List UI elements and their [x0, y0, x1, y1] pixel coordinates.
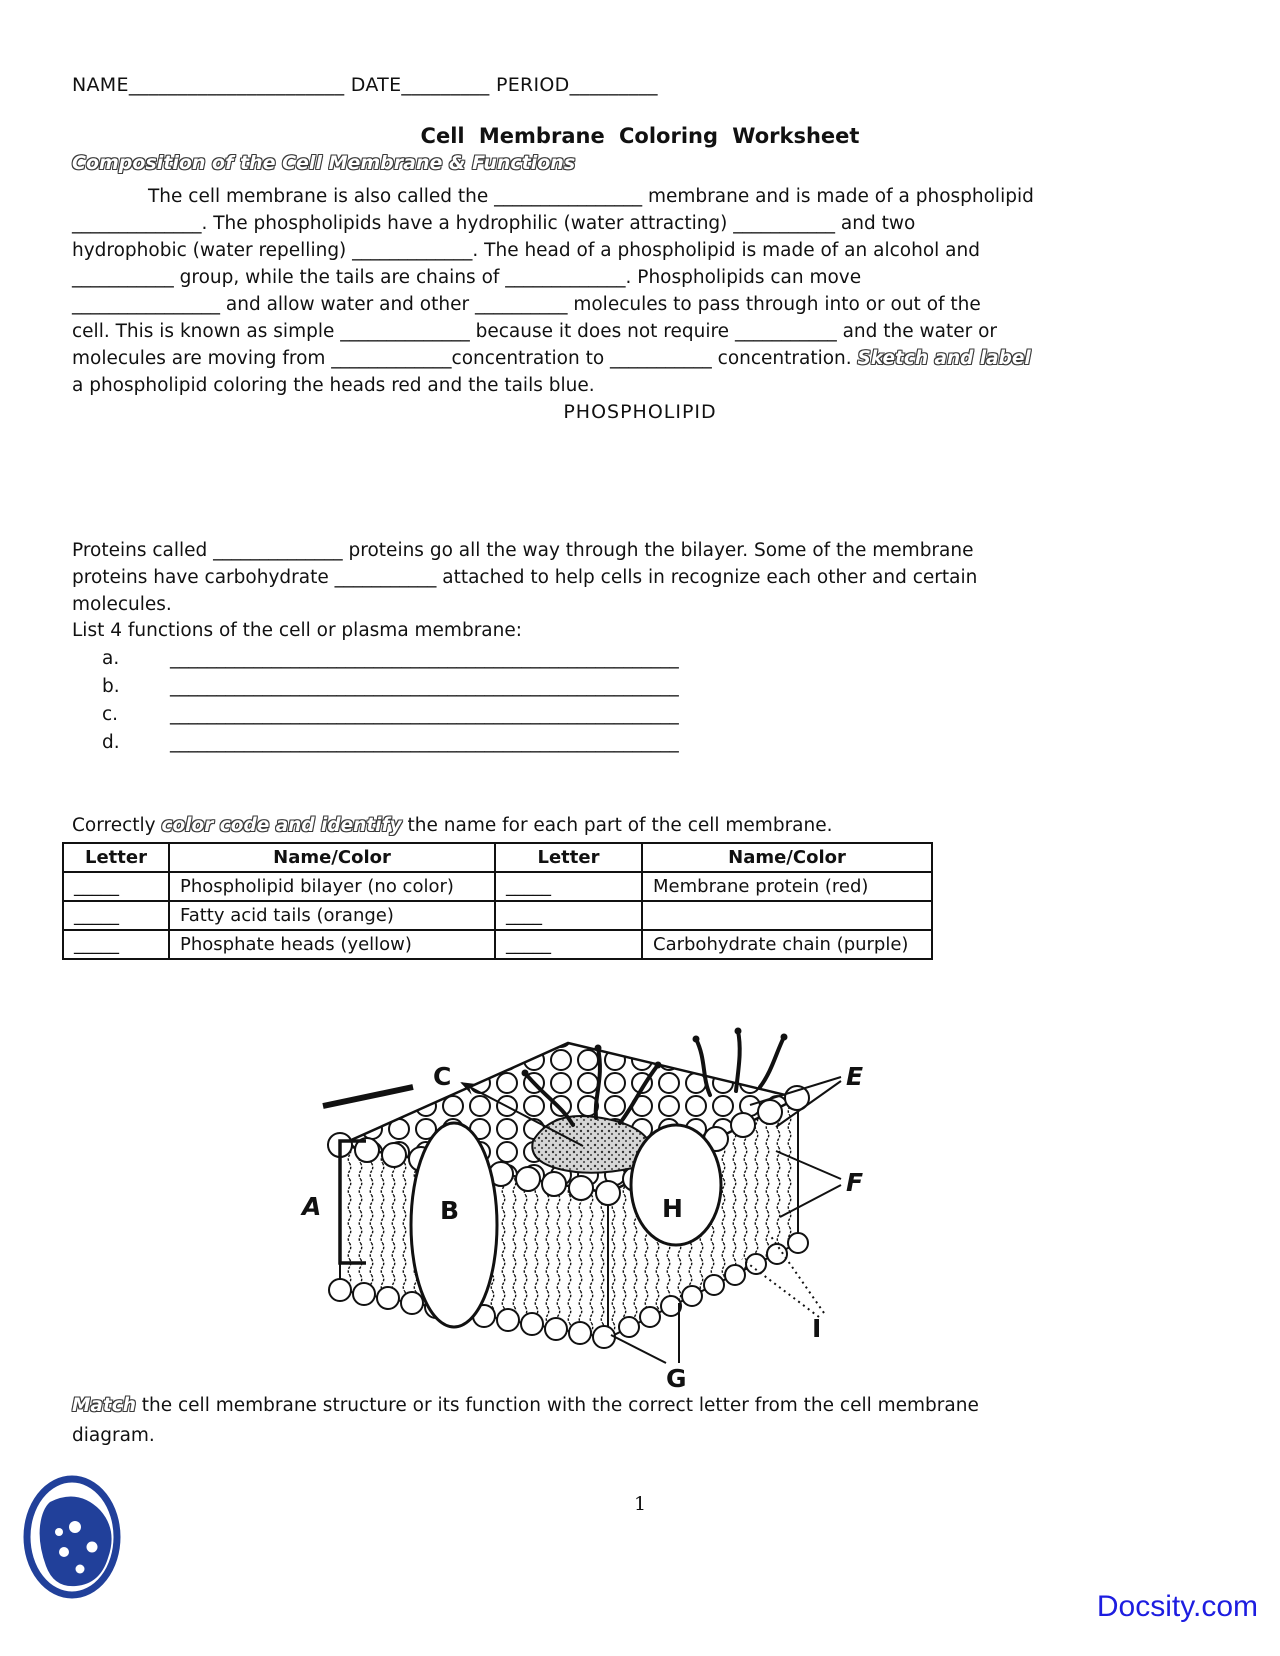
name-color-cell: Fatty acid tails (orange) [169, 901, 495, 930]
phospholipid-sketch-area [72, 428, 1152, 528]
section-heading: Composition of the Cell Membrane & Functions [72, 152, 576, 174]
letter-blank-cell: _____ [63, 930, 169, 959]
name-color-cell: Phospholipid bilayer (no color) [169, 872, 495, 901]
color-code-table [62, 842, 933, 960]
match-line: diagram. [72, 1425, 155, 1446]
list-item-label: b. [102, 676, 120, 697]
date-label: DATE [350, 74, 402, 96]
table-header-cell: Name/Color [169, 843, 495, 872]
phospholipid-heading: PHOSPHOLIPID [563, 401, 717, 423]
diagram-label-f: F [846, 1168, 864, 1197]
table-row [63, 901, 932, 930]
functions-list-heading: List 4 functions of the cell or plasma membrane: [72, 620, 522, 641]
table-header-cell: Name/Color [642, 843, 932, 872]
sketch-and-label-phrase: Sketch and label [857, 348, 1031, 369]
diagram-label-e: E [846, 1062, 864, 1091]
list-item-blank: _______________________________________________________ [170, 732, 679, 753]
letter-blank-cell: _____ [63, 872, 169, 901]
intro-line: cell. This is known as simple ______________ because it does not require ___________ and the water or [72, 321, 998, 342]
page-title: Cell Membrane Coloring Worksheet [420, 124, 860, 148]
functions-list [72, 620, 679, 753]
instruction-text: the name for each part of the cell membrane. [401, 815, 833, 836]
intro-line: a phospholipid coloring the heads red and the tails blue. [72, 375, 595, 396]
table-header-row [63, 843, 932, 872]
name-color-cell: Phosphate heads (yellow) [169, 930, 495, 959]
match-instruction [72, 1391, 979, 1451]
diagram-label-a: A [302, 1192, 322, 1221]
name-blank: ______________________ [128, 74, 345, 96]
membrane-protein-h [631, 1125, 721, 1245]
intro-line: ___________ group, while the tails are chains of _____________. Phospholipids can move [72, 267, 862, 288]
table-header-cell: Letter [63, 843, 169, 872]
membrane-protein-b [411, 1123, 497, 1327]
name-color-cell [642, 901, 932, 930]
letter-blank-cell: _____ [495, 872, 642, 901]
instruction-text: Correctly [72, 815, 162, 836]
date-blank: _________ [401, 74, 490, 96]
diagram-label-c: C [433, 1062, 452, 1091]
list-item-blank: _______________________________________________________ [170, 704, 679, 725]
match-line [72, 1391, 979, 1421]
list-item-label: d. [102, 732, 120, 753]
list-item-blank: _______________________________________________________ [170, 676, 679, 697]
letter-blank-cell: _____ [495, 930, 642, 959]
list-item [72, 697, 679, 725]
list-item [72, 725, 679, 753]
color-code-phrase: color code and identify [161, 815, 402, 836]
list-item [72, 641, 679, 669]
proteins-line: proteins have carbohydrate ___________ attached to help cells in recognize each other and certain [72, 567, 978, 588]
proteins-line: Proteins called ______________ proteins go all the way through the bilayer. Some of the membrane [72, 540, 974, 561]
list-item-label: a. [102, 648, 120, 669]
table-header-cell: Letter [495, 843, 642, 872]
period-label: PERIOD [495, 74, 570, 96]
letter-blank-cell: _____ [63, 901, 169, 930]
intro-line: ________________ and allow water and other __________ molecules to pass through into or out of the [72, 294, 981, 315]
list-item [72, 669, 679, 697]
name-label: NAME [72, 74, 129, 96]
name-color-cell: Membrane protein (red) [642, 872, 932, 901]
intro-line: The cell membrane is also called the ________________ membrane and is made of a phospholipid [148, 186, 1034, 207]
instruction-text: the cell membrane structure or its function with the correct letter from the cell membrane [135, 1395, 979, 1416]
intro-line: hydrophobic (water repelling) _____________. The head of a phospholipid is made of an alcohol and [72, 240, 980, 261]
table-row [63, 872, 932, 901]
period-blank: _________ [569, 74, 658, 96]
color-code-instruction [72, 815, 833, 836]
diagram-label-h: H [662, 1194, 683, 1223]
diagram-label-g: G [666, 1364, 687, 1393]
page-number: 1 [633, 1493, 647, 1515]
proteins-line: molecules. [72, 594, 172, 615]
match-phrase: Match [72, 1395, 136, 1416]
surface-reference-line [323, 1087, 413, 1106]
header-fields-line [72, 74, 658, 96]
letter-blank-cell: ____ [495, 901, 642, 930]
docsity-watermark-link[interactable]: Docsity.com [1096, 1590, 1258, 1623]
cell-membrane-diagram [278, 1003, 882, 1395]
name-color-cell: Carbohydrate chain (purple) [642, 930, 932, 959]
diagram-label-i: I [812, 1314, 822, 1343]
intro-line-text: molecules are moving from _____________concentration to ___________ concentration. [72, 348, 858, 369]
intro-paragraph [72, 183, 1152, 399]
list-item-label: c. [102, 704, 119, 725]
proteins-paragraph [72, 537, 977, 618]
intro-line [72, 345, 1152, 372]
intro-line: ______________. The phospholipids have a hydrophilic (water attracting) ___________ and two [72, 213, 916, 234]
diagram-label-b: B [440, 1196, 460, 1225]
list-item-blank: _______________________________________________________ [170, 648, 679, 669]
table-row [63, 930, 932, 959]
